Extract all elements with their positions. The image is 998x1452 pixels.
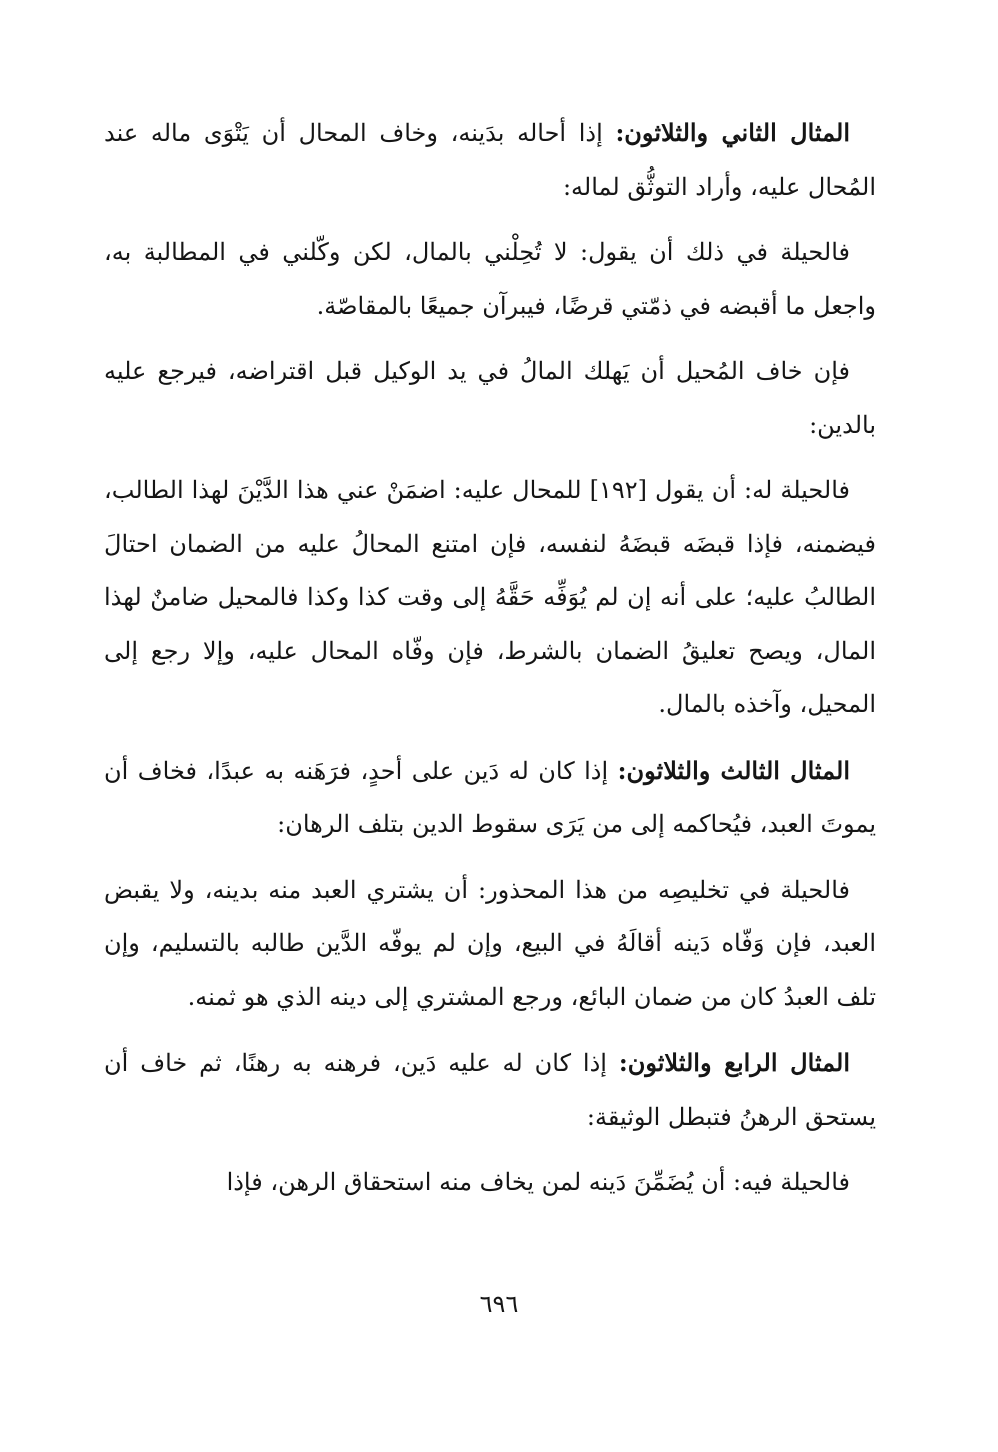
example-32-heading: المثال الثاني والثلاثون: bbox=[615, 118, 850, 147]
example-34-paragraph bbox=[104, 1036, 876, 1144]
page-number: ٦٩٦ bbox=[479, 1290, 519, 1318]
slave-purchase-text: فالحيلة في تخليصِه من هذا المحذور: أن يشتري العبد منه بدينه، ولا يقبض العبد، فإن وَفّاه دَينه أقالَهُ في البيع، وإن لم يوفّه الدَّين طالبه بالتسليم، وإن تلف العبدُ كان من ضمان البائع، ورجع المشتري إلى دينه الذي هو ثمنه. bbox=[104, 875, 876, 1011]
example-33-paragraph bbox=[104, 744, 876, 852]
example-34-heading: المثال الرابع والثلاثون: bbox=[618, 1048, 850, 1077]
example-32-text: إذا أحاله بدَينه، وخاف المحال أن يَتْوَى ماله عند المُحال عليه، وأراد التوثُّق لماله: bbox=[104, 119, 876, 201]
guarantee-paragraph bbox=[104, 464, 876, 732]
muhil-fear-paragraph bbox=[104, 345, 876, 452]
guarantee-text: فالحيلة له: أن يقول [١٩٢] للمحال عليه: اضمَنْ عني هذا الدَّيْنَ لهذا الطالب، فيضمنه، فإذا قبضَه قبضَهُ لنفسه، فإن امتنع المحالُ عليه من الضمان احتالَ الطالبُ عليه؛ على أنه إن لم يُوَفِّه حَقَّهُ إلى وقت كذا وكذا فالمحيل ضامنٌ لهذا المال، ويصح تعليقُ الضمان بالشرط، فإن وفّاه المحال عليه، وإلا رجع إلى المحيل، وآخذه بالمال. bbox=[104, 476, 876, 718]
stratagem-text: فالحيلة في ذلك أن يقول: لا تُحِلْني بالمال، لكن وكّلني في المطالبة به، واجعل ما أقبضه في ذمّتي قرضًا، فيبرآن جميعًا بالمقاصّة. bbox=[104, 238, 876, 320]
example-32-paragraph bbox=[104, 106, 876, 214]
muhil-fear-text: فإن خاف المُحيل أن يَهلك المالُ في يد الوكيل قبل اقتراضه، فيرجع عليه بالدين: bbox=[104, 357, 876, 439]
slave-purchase-paragraph bbox=[104, 864, 876, 1025]
stratagem-paragraph bbox=[104, 226, 876, 333]
example-34-text: إذا كان له عليه دَين، فرهنه به رهنًا، ثم خاف أن يستحق الرهنُ فتبطل الوثيقة: bbox=[104, 1049, 876, 1131]
pledge-guarantee-text: فالحيلة فيه: أن يُضَمِّنَ دَينه لمن يخاف منه استحقاق الرهن، فإذا bbox=[226, 1168, 850, 1196]
pledge-guarantee-paragraph bbox=[104, 1156, 876, 1210]
example-33-text: إذا كان له دَين على أحدٍ، فرَهَنه به عبدًا، فخاف أن يموتَ العبد، فيُحاكمه إلى من يَرَى سقوط الدين بتلف الرهان: bbox=[104, 756, 876, 838]
page-body bbox=[104, 106, 876, 1212]
example-33-heading: المثال الثالث والثلاثون: bbox=[617, 755, 850, 785]
